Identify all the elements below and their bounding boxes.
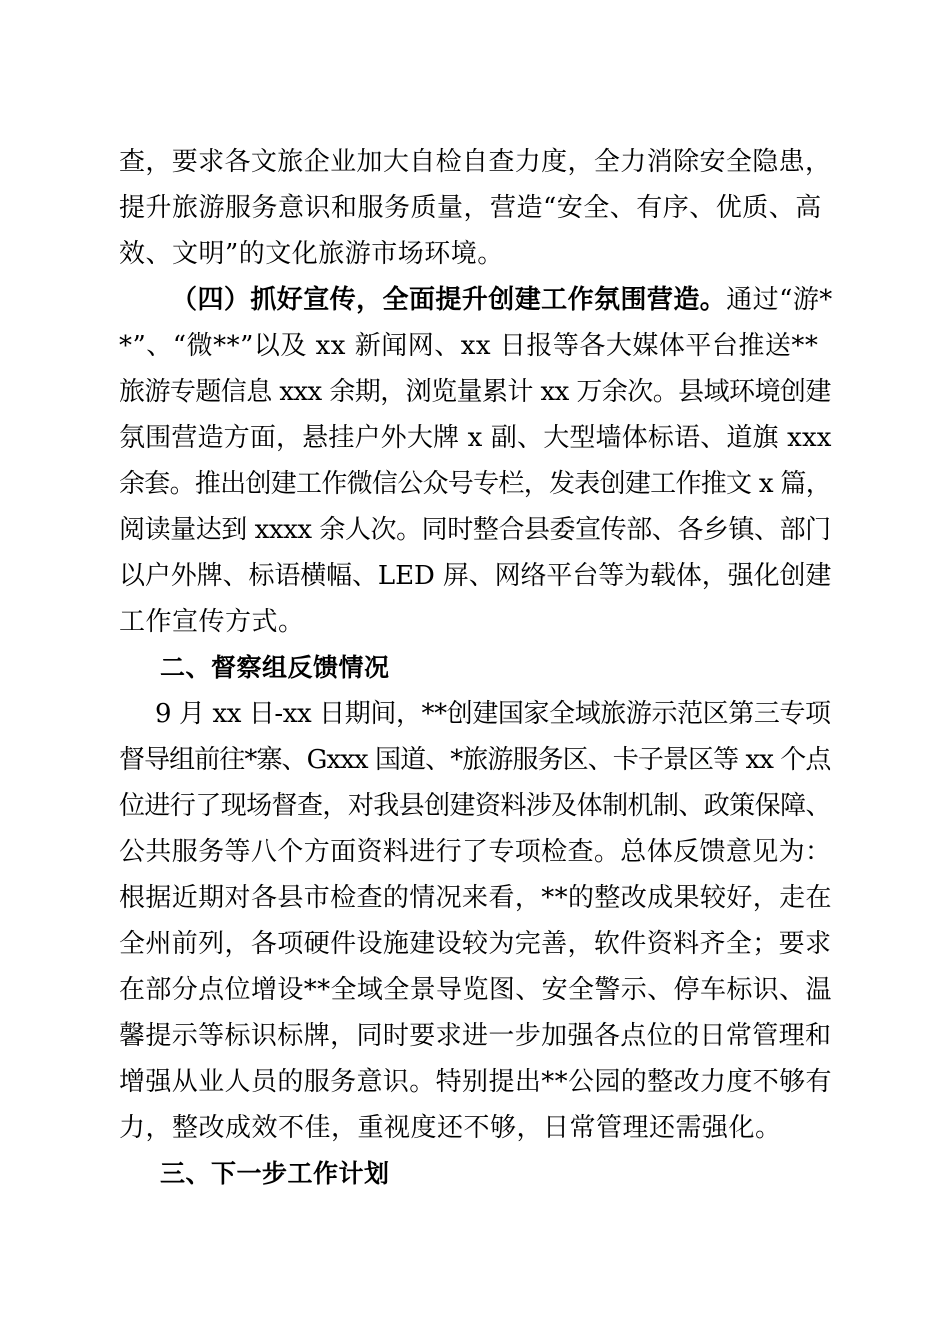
body-text-fragment: 通过“游*: [726, 285, 833, 315]
body-text-line: 全州前列，各项硬件设施建设较为完善，软件资料齐全；要求: [119, 929, 832, 959]
body-text-line: 阅读量达到 xxxx 余人次。同时整合县委宣传部、各乡镇、部门: [119, 515, 831, 545]
body-text-line: [171, 280, 833, 320]
body-text-line: 旅游专题信息 xxx 余期，浏览量累计 xx 万余次。县域环境创建: [119, 377, 831, 407]
body-text-line: 以户外牌、标语横幅、LED 屏、网络平台等为载体，强化创建: [119, 561, 832, 591]
body-text-line: 力，整改成效不佳，重视度还不够，日常管理还需强化。: [119, 1113, 782, 1143]
section-heading: 二、督察组反馈情况: [160, 653, 390, 682]
body-text-line: 9 月 xx 日-xx 日期间，**创建国家全域旅游示范区第三专项: [155, 699, 831, 729]
subsection-lead: （四）抓好宣传，全面提升创建工作氛围营造。: [171, 285, 727, 315]
section-heading: 三、下一步工作计划: [160, 1159, 390, 1188]
body-text-line: *”、“微**”以及 xx 新闻网、xx 日报等各大媒体平台推送**: [119, 331, 819, 361]
body-text-line: 公共服务等八个方面资料进行了专项检查。总体反馈意见为：: [119, 837, 832, 867]
body-text-line: 督导组前往*寨、Gxxx 国道、*旅游服务区、卡子景区等 xx 个点: [119, 745, 831, 775]
body-text-line: 根据近期对各县市检查的情况来看，**的整改成果较好，走在: [119, 883, 832, 913]
body-text-line: 查，要求各文旅企业加大自检自查力度，全力消除安全隐患，: [119, 147, 832, 177]
body-text-line: 提升旅游服务意识和服务质量，营造“安全、有序、优质、高: [119, 193, 822, 223]
body-text-line: 氛围营造方面，悬挂户外大牌 x 副、大型墙体标语、道旗 xxx: [119, 423, 832, 453]
body-text-line: 位进行了现场督查，对我县创建资料涉及体制机制、政策保障、: [119, 791, 831, 821]
body-text-line: 增强从业人员的服务意识。特别提出**公园的整改力度不够有: [119, 1067, 832, 1097]
body-text-line: 工作宣传方式。: [119, 607, 305, 637]
body-text-line: 馨提示等标识标牌，同时要求进一步加强各点位的日常管理和: [119, 1021, 832, 1051]
body-text-line: 余套。推出创建工作微信公众号专栏，发表创建工作推文 x 篇，: [119, 469, 831, 499]
body-text-line: 效、文明”的文化旅游市场环境。: [119, 239, 504, 269]
body-text-line: 在部分点位增设**全域全景导览图、安全警示、停车标识、温: [119, 975, 832, 1005]
